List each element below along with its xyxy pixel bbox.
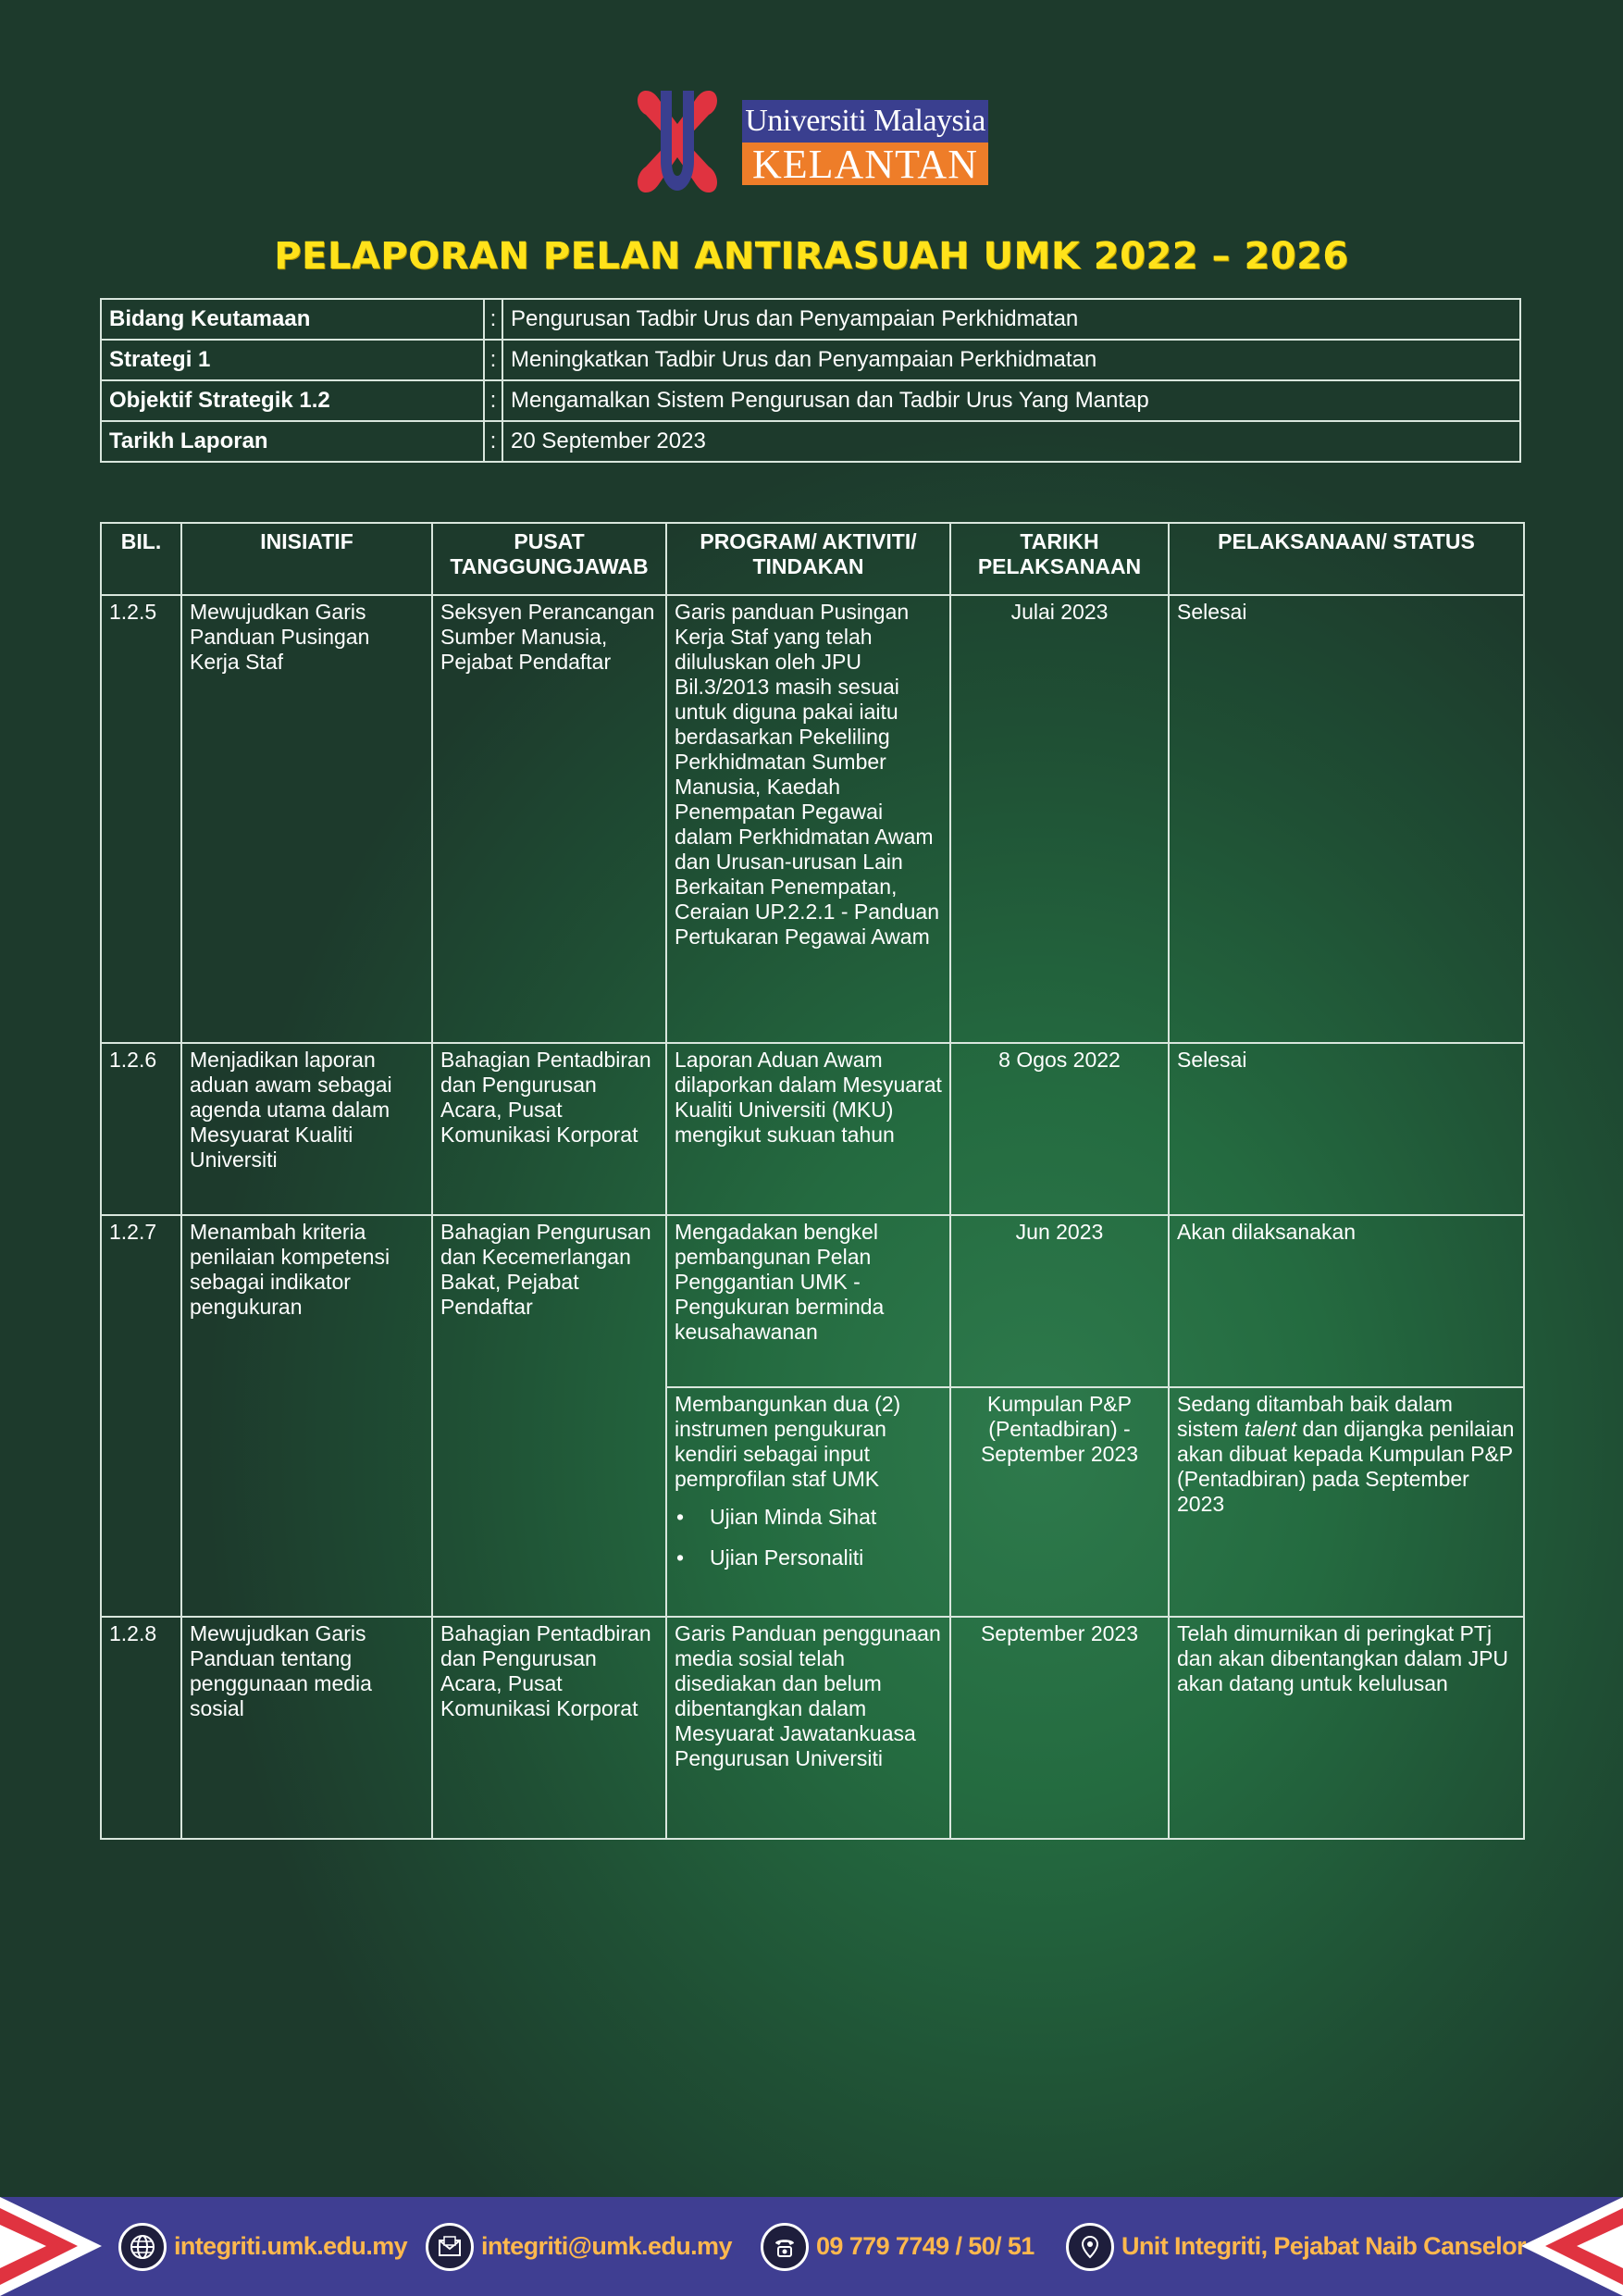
table-row bbox=[101, 595, 1524, 1043]
cell-program: Garis Panduan penggunaan media sosial telah disediakan dan belum dibentangkan dalam Mesyuarat Jawatankuasa Pengurusan Universiti bbox=[666, 1617, 950, 1839]
cell-program: Laporan Aduan Awam dilaporkan dalam Mesyuarat Kualiti Universiti (MKU) mengikut sukuan tahun bbox=[666, 1043, 950, 1215]
header-bil: BIL. bbox=[101, 523, 181, 595]
info-row bbox=[101, 340, 1520, 380]
info-row bbox=[101, 421, 1520, 462]
cell-pusat: Bahagian Pentadbiran dan Pengurusan Acara, Pusat Komunikasi Korporat bbox=[432, 1617, 666, 1839]
info-separator: : bbox=[484, 421, 502, 462]
info-label: Objektif Strategik 1.2 bbox=[101, 380, 484, 421]
header-tarikh-pelaksanaan: TARIKH PELAKSANAAN bbox=[950, 523, 1169, 595]
cell-tarikh: Jun 2023 bbox=[950, 1215, 1169, 1387]
bullet-list bbox=[675, 1505, 942, 1570]
info-separator: : bbox=[484, 340, 502, 380]
footer-website-text[interactable]: integriti.umk.edu.my bbox=[174, 2232, 408, 2260]
header-status: PELAKSANAAN/ STATUS bbox=[1169, 523, 1524, 595]
status-text: Sedang ditambah baik dalam sistem bbox=[1177, 1392, 1453, 1441]
cell-tarikh: Kumpulan P&P (Pentadbiran) - September 2023 bbox=[950, 1387, 1169, 1617]
program-text: Membangunkan dua (2) instrumen pengukuran kendiri sebagai input pemprofilan staf UMK bbox=[675, 1392, 901, 1491]
info-value: Meningkatkan Tadbir Urus dan Penyampaian Perkhidmatan bbox=[502, 340, 1520, 380]
footer-location[interactable] bbox=[1066, 2197, 1526, 2296]
cell-bil: 1.2.5 bbox=[101, 595, 181, 1043]
status-text: dan dijangka penilaian akan dibuat kepada Kumpulan P&P (Pentadbiran) pada September 2023 bbox=[1177, 1417, 1515, 1516]
cell-status: Akan dilaksanakan bbox=[1169, 1215, 1524, 1387]
map-pin-icon bbox=[1066, 2223, 1114, 2271]
list-item: • Ujian Minda Sihat bbox=[675, 1505, 942, 1530]
footer-email[interactable] bbox=[426, 2197, 732, 2296]
cell-tarikh: Julai 2023 bbox=[950, 595, 1169, 1043]
cell-status: Selesai bbox=[1169, 1043, 1524, 1215]
left-flag-decoration bbox=[0, 2197, 102, 2296]
cell-pusat: Seksyen Perancangan Sumber Manusia, Pejabat Pendaftar bbox=[432, 595, 666, 1043]
telephone-icon bbox=[761, 2223, 809, 2271]
header-inisiatif: INISIATIF bbox=[181, 523, 432, 595]
info-value: Pengurusan Tadbir Urus dan Penyampaian Perkhidmatan bbox=[502, 299, 1520, 340]
cell-status: Selesai bbox=[1169, 595, 1524, 1043]
cell-bil: 1.2.6 bbox=[101, 1043, 181, 1215]
cell-program: Garis panduan Pusingan Kerja Staf yang telah diluluskan oleh JPU Bil.3/2013 masih sesuai untuk diguna pakai iaitu berdasarkan Pekeliling Perkhidmatan Sumber Manusia, Kaedah Penempatan Pegawai dalam Perkhidmatan Awam dan Urusan-urusan Lain Berkaitan Penempatan, Ceraian UP.2.2.1 - Panduan Pertukaran Pegawai Awam bbox=[666, 595, 950, 1043]
cell-status bbox=[1169, 1387, 1524, 1617]
cell-program: Mengadakan bengkel pembangunan Pelan Penggantian UMK - Pengukuran berminda keusahawanan bbox=[666, 1215, 950, 1387]
cell-status: Telah dimurnikan di peringkat PTj dan akan dibentangkan dalam JPU akan datang untuk kelulusan bbox=[1169, 1617, 1524, 1839]
footer-phone[interactable] bbox=[761, 2197, 1035, 2296]
info-separator: : bbox=[484, 299, 502, 340]
umk-logo bbox=[633, 87, 988, 196]
list-item: • Ujian Personaliti bbox=[675, 1545, 942, 1570]
header-program: PROGRAM/ AKTIVITI/ TINDAKAN bbox=[666, 523, 950, 595]
status-text-emphasis: talent bbox=[1244, 1417, 1297, 1441]
logo-text-universiti-malaysia: Universiti Malaysia bbox=[742, 100, 988, 143]
info-value: Mengamalkan Sistem Pengurusan dan Tadbir Urus Yang Mantap bbox=[502, 380, 1520, 421]
cell-inisiatif: Menambah kriteria penilaian kompetensi sebagai indikator pengukuran bbox=[181, 1215, 432, 1617]
footer-bar bbox=[0, 2197, 1623, 2296]
table-row bbox=[101, 1215, 1524, 1387]
report-info-table bbox=[100, 298, 1521, 463]
cell-tarikh: 8 Ogos 2022 bbox=[950, 1043, 1169, 1215]
cell-tarikh: September 2023 bbox=[950, 1617, 1169, 1839]
page-title: PELAPORAN PELAN ANTIRASUAH UMK 2022 – 2026 bbox=[274, 235, 1349, 278]
right-flag-decoration bbox=[1521, 2197, 1623, 2296]
table-header-row bbox=[101, 523, 1524, 595]
info-row bbox=[101, 380, 1520, 421]
table-row bbox=[101, 1043, 1524, 1215]
info-separator: : bbox=[484, 380, 502, 421]
cell-program bbox=[666, 1387, 950, 1617]
envelope-icon bbox=[426, 2223, 474, 2271]
footer-location-text[interactable]: Unit Integriti, Pejabat Naib Canselor bbox=[1121, 2232, 1526, 2260]
footer-phone-text[interactable]: 09 779 7749 / 50/ 51 bbox=[816, 2232, 1035, 2260]
footer-email-text[interactable]: integriti@umk.edu.my bbox=[481, 2232, 732, 2260]
initiatives-table bbox=[100, 522, 1525, 1840]
info-label: Strategi 1 bbox=[101, 340, 484, 380]
info-row bbox=[101, 299, 1520, 340]
footer-website[interactable] bbox=[118, 2197, 407, 2296]
cell-pusat: Bahagian Pengurusan dan Kecemerlangan Bakat, Pejabat Pendaftar bbox=[432, 1215, 666, 1617]
cell-inisiatif: Mewujudkan Garis Panduan tentang penggunaan media sosial bbox=[181, 1617, 432, 1839]
info-value: 20 September 2023 bbox=[502, 421, 1520, 462]
cell-pusat: Bahagian Pentadbiran dan Pengurusan Acara, Pusat Komunikasi Korporat bbox=[432, 1043, 666, 1215]
umk-emblem-icon bbox=[633, 87, 722, 196]
info-label: Tarikh Laporan bbox=[101, 421, 484, 462]
header-pusat-tanggungjawab: PUSAT TANGGUNGJAWAB bbox=[432, 523, 666, 595]
logo-text-kelantan: KELANTAN bbox=[742, 143, 988, 185]
cell-inisiatif: Menjadikan laporan aduan awam sebagai agenda utama dalam Mesyuarat Kualiti Universiti bbox=[181, 1043, 432, 1215]
info-label: Bidang Keutamaan bbox=[101, 299, 484, 340]
cell-bil: 1.2.8 bbox=[101, 1617, 181, 1839]
table-row bbox=[101, 1617, 1524, 1839]
cell-bil: 1.2.7 bbox=[101, 1215, 181, 1617]
globe-icon bbox=[118, 2223, 167, 2271]
cell-inisiatif: Mewujudkan Garis Panduan Pusingan Kerja Staf bbox=[181, 595, 432, 1043]
